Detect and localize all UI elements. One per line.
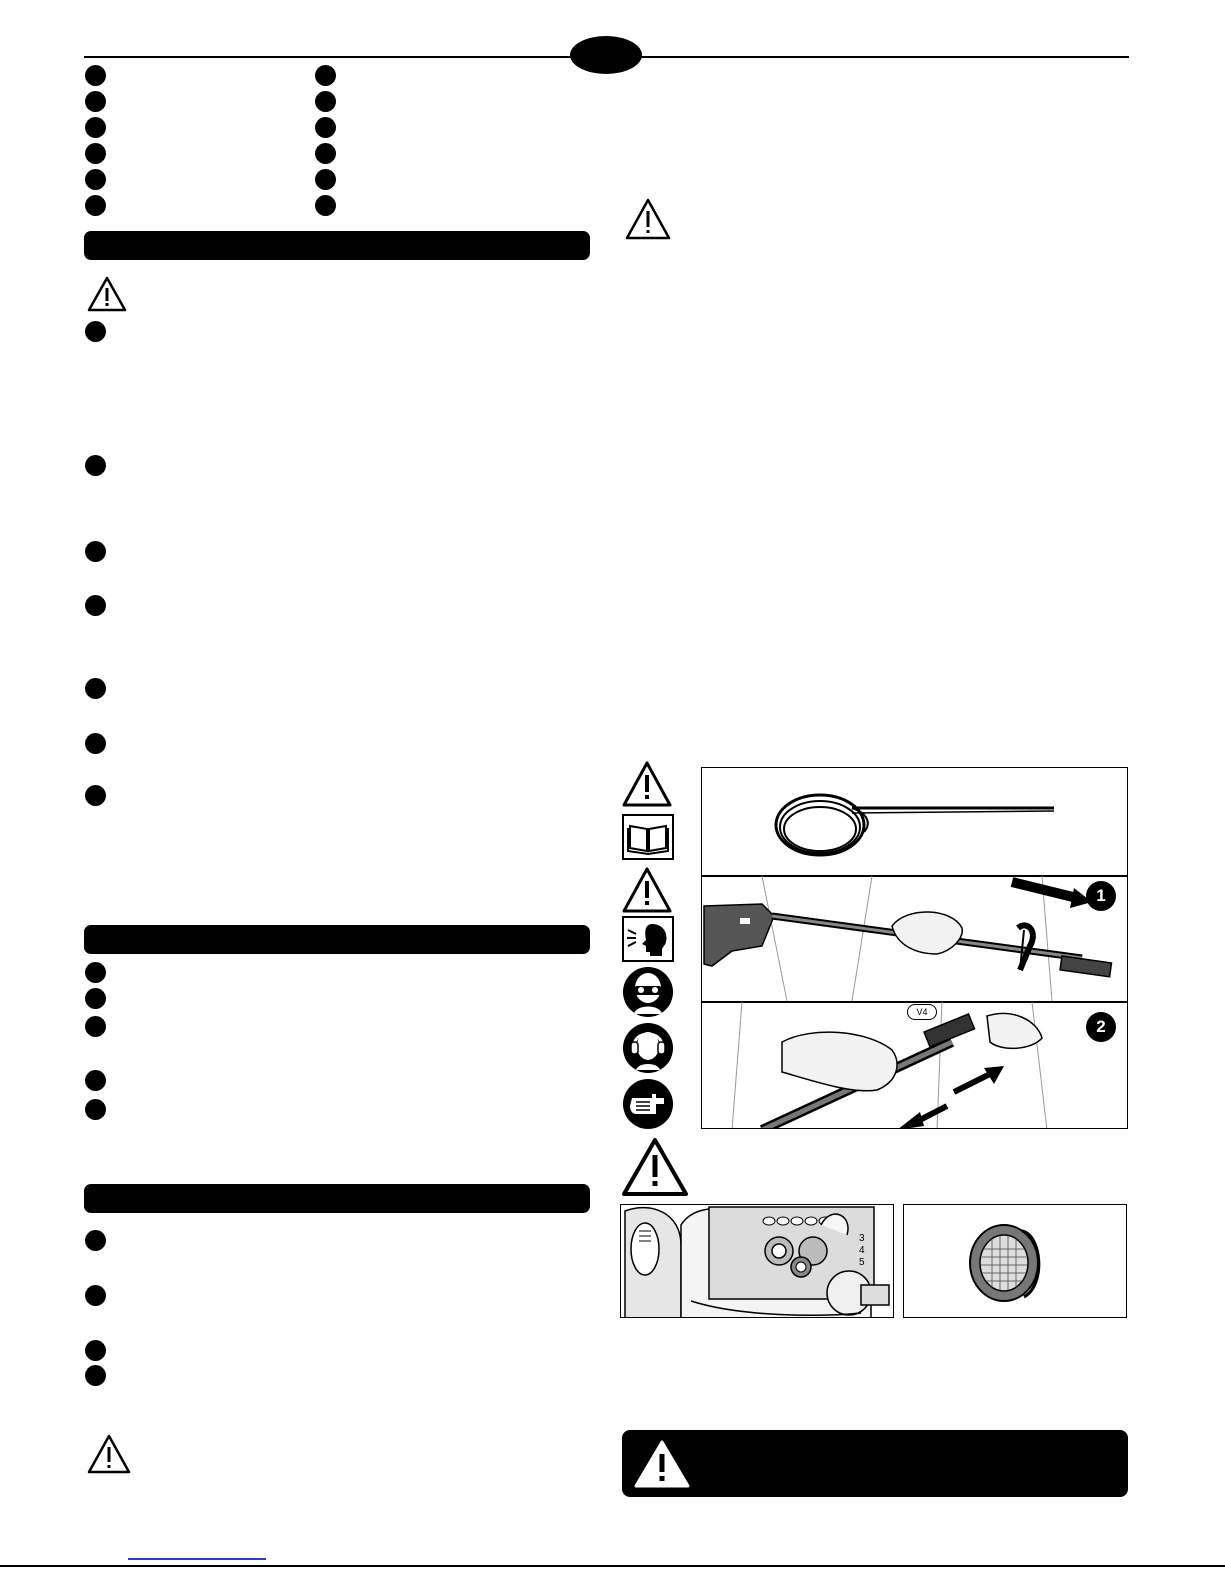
pump-dial-number: 4 [859,1245,865,1256]
warning-icon [86,275,128,313]
step-badge [1086,1012,1116,1042]
warning-icon [620,1136,690,1198]
bullet [85,143,106,164]
step-badge-label: 1 [1096,886,1106,905]
ear-protection-icon [622,1022,674,1074]
bullet [85,962,106,983]
gun-marking [907,1004,937,1020]
coiled-hose-illustration [702,768,1128,876]
lance-push-pull-illustration [702,1002,1128,1129]
section-header-bar [84,1184,590,1213]
bullet [315,195,336,216]
warning-icon [86,1433,132,1475]
manual-book-icon [622,814,674,860]
bullet [85,1016,106,1037]
warning-icon [621,866,673,914]
bullet [85,733,106,754]
pump-inlet-illustration [621,1205,894,1318]
bullet [85,195,106,216]
lance-assembly-figure [701,767,1128,1129]
language-badge [570,36,642,74]
eye-protection-icon [622,966,674,1018]
section-header-bar [84,925,590,954]
warning-icon [621,760,673,808]
bullet [85,988,106,1009]
step-badge-label: 2 [1096,1017,1106,1036]
bullet [315,117,336,138]
bullet [85,1230,106,1251]
bullet [85,1340,106,1361]
warning-icon [624,197,672,241]
bullet [315,169,336,190]
hand-protection-icon [622,1078,674,1130]
bullet [85,1099,106,1120]
bullet [315,143,336,164]
bullet [85,65,106,86]
footer-rule [0,1565,1225,1567]
bullet [85,91,106,112]
warning-icon [632,1438,692,1490]
bullet [85,117,106,138]
bullet [85,1365,106,1386]
bullet [85,169,106,190]
inlet-filter-figure [903,1204,1127,1318]
bullet [85,1070,106,1091]
hearing-noise-icon [622,916,674,962]
bullet [85,1285,106,1306]
bullet [85,321,106,342]
inlet-filter-illustration [904,1205,1127,1318]
gun-marking-label: V4 [916,1007,928,1017]
pump-inlet-figure [620,1204,894,1318]
pump-dial-number: 5 [859,1257,865,1268]
bullet [315,91,336,112]
bullet [315,65,336,86]
section-header-bar [84,231,590,260]
bullet [85,541,106,562]
footer-link-underline[interactable] [128,1558,266,1560]
bullet [85,785,106,806]
bullet [85,455,106,476]
gun-lance-connect-illustration [702,876,1128,1001]
warning-banner [622,1430,1128,1497]
bullet [85,678,106,699]
pump-dial-number: 3 [859,1233,865,1244]
step-badge [1086,881,1116,911]
bullet [85,595,106,616]
